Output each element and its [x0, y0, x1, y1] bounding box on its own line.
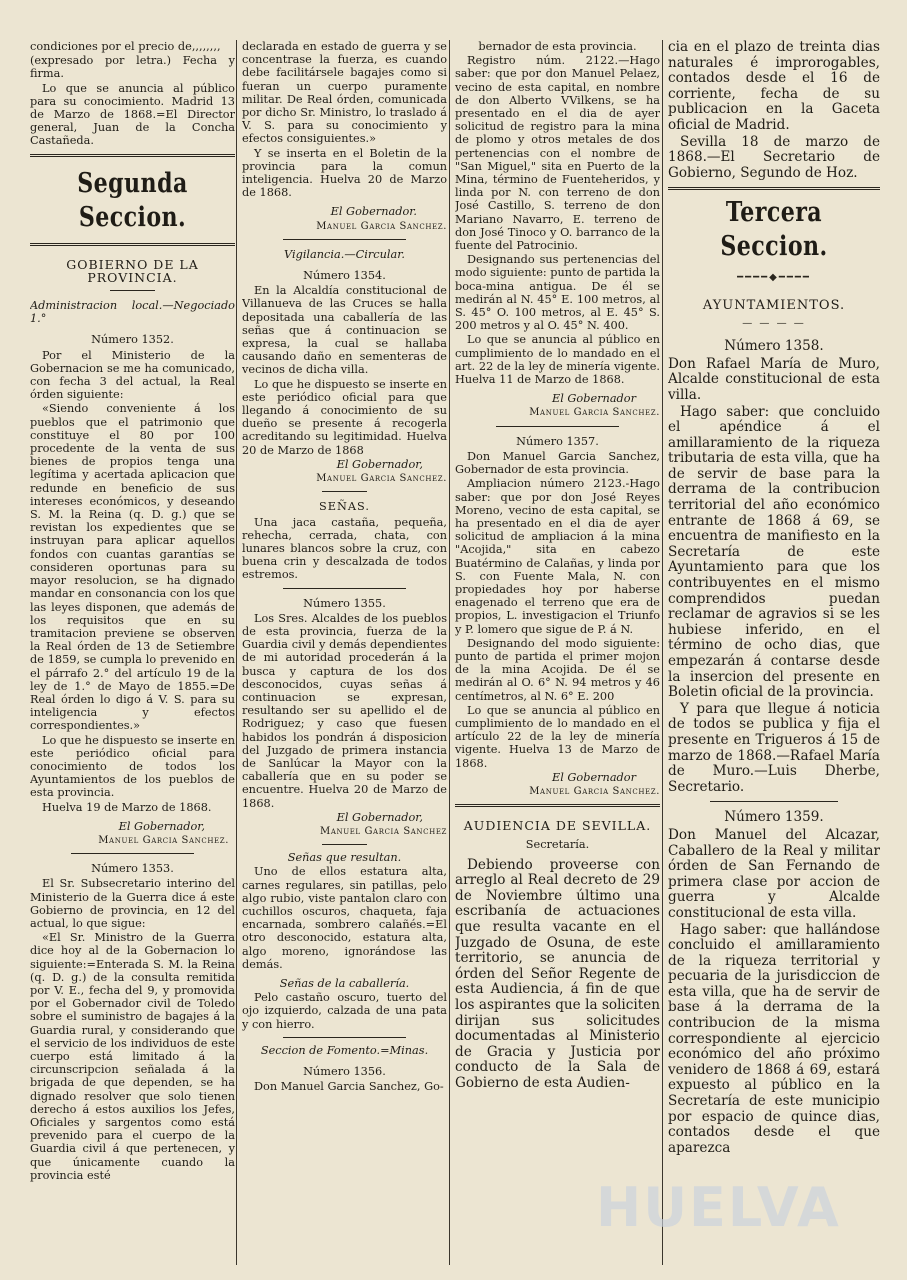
governor-name: Manuel Garcia Sanchez: [320, 825, 447, 837]
governor-name: Manuel Garcia Sanchez.: [529, 407, 660, 419]
senas-heading: SEÑAS.: [319, 500, 370, 514]
paragraph: Huelva 19 de Marzo de 1868.: [42, 800, 212, 814]
paragraph: Designando del modo siguiente: punto de partida el primer mojon de la mina Acojida. De él se medirán al O. 6° N. 94 metros y 46 centímetros, al N. 6° E. 200: [455, 636, 660, 703]
subheading: Vigilancia.—Circular.: [284, 247, 405, 261]
text-line: condiciones por el precio de,,,,,,,,: [30, 40, 221, 53]
divider: [71, 853, 194, 854]
column-rule: [662, 40, 663, 1265]
governor-title: El Gobernador,: [336, 810, 423, 824]
governor-title: El Gobernador,: [118, 819, 205, 833]
divider: [322, 844, 367, 845]
paragraph: Lo que se anuncia al público para su conocimiento. Madrid 13 de Marzo de 1868.=El Director general, Juan de la Concha Castañeda.: [30, 81, 235, 148]
section-divider: [455, 804, 660, 807]
section-divider: [30, 243, 235, 246]
divider: [283, 588, 406, 589]
subheading: Señas que resultan.: [287, 851, 402, 865]
section-divider: [30, 154, 235, 157]
column-1: [30, 40, 235, 1265]
subheading: Administracion local.—Negociado 1.°: [30, 299, 235, 326]
paragraph: Hago saber: que concluido el apéndice á el amillaramiento de la riqueza tributaria de esta villa, que ha de servir de base para la derrama de la contribucion territorial del año económico entrante de 1868 á 69, se encuentra de manifiesto en la Secretaría de este Ayuntamiento para que los contribuyentes en el mismo comprendidos puedan reclamar de agravios si se les hubiese inferido, en el término de ocho dias, que empezarán á contarse desde la insercion del presente en Boletin oficial de la provincia.: [668, 403, 880, 701]
governor-name: Manuel Garcia Sanchez.: [316, 220, 447, 232]
ornament-divider: — — — —: [742, 317, 806, 329]
paragraph: Sevilla 18 de marzo de 1868.—El Secretario de Gobierno, Segundo de Hoz.: [668, 133, 880, 181]
article-number: Número 1353.: [91, 862, 174, 876]
paragraph: Y se inserta en el Boletin de la provincia para la comun inteligencia. Huelva 20 de Marzo de 1868.: [242, 146, 447, 200]
paragraph: Ampliacion número 2123.-Hago saber: que por don José Reyes Moreno, vecino de esta capital, se ha presentado en el dia de ayer solicitud de ampliacion á la mina "Acojida," sita en cabezo Buatérmino de Calañas, y linda por S. con Fuente Mala, N. con propiedades hoy por haberse enagenado el terreno que era de propios, L. investigacion el Triunfo y P. lomero que sigue de P. á N.: [455, 477, 660, 636]
ayuntamientos-heading: AYUNTAMIENTOS.: [702, 297, 846, 313]
section-title: Segunda Seccion.: [77, 167, 188, 233]
paragraph: Por el Ministerio de la Gobernacion se me ha comunicado, con fecha 3 del actual, la Real órden siguiente:: [30, 348, 235, 402]
paragraph: Don Manuel del Alcazar, Caballero de la Real y militar órden de San Fernando de primera clase por accion de guerra y Alcalde constitucional de esta villa.: [668, 826, 880, 921]
column-4: [668, 40, 880, 1265]
divider: [322, 491, 367, 492]
article-number: Número 1354.: [303, 269, 386, 283]
paragraph: Uno de ellos estatura alta, carnes regulares, sin patillas, pelo algo rubio, viste pantalon claro con cuchillos oscuros, chaqueta, faja encarnada, sombrero calañés.=El otro desconocido, estatura alta, algo moreno, ignorándose las demás.: [242, 865, 447, 971]
paragraph: Los Sres. Alcaldes de los pueblos de esta provincia, fuerza de la Guardia civil y demás dependientes de mi autoridad procederán á la busca y captura de los dos desconocidos, cuyas señas á continuacion se expresan, resultando ser su apellido el de Rodriguez; y caso que fuesen habidos los pondrán á disposicion del Juzgado de primera instancia de Sanlúcar la Mayor con la caballería que en su poder se encuentre. Huelva 20 de Marzo de 1868.: [242, 611, 447, 810]
paragraph: Registro núm. 2122.—Hago saber: que por don Manuel Pelaez, vecino de esta capital, en nombre de don Alberto VVilkens, se ha presentado en el dia de ayer solicitud de registro para la mina de plomo y otros metales de dos pertenencias con el nombre de "San Miguel," sita en Puerto de la Mina, término de Fuenteheridos, y linda por N. con terreno de don José Castillo, S. terreno de don Mariano Navarro, E. terreno de don José Tinoco y O. barranco de la fuente del Patrocinio.: [455, 54, 660, 253]
paragraph: «Siendo conveniente á los pueblos que el patrimonio que constituye el 80 por 100 procedente de la venta de sus bienes de propios tenga una legítima y acertada aplicacion que redunde en beneficio de sus intereses económicos, y deseando S. M. la Reina (q. D. g.) que se revistan los expedientes que se instruyan para aplicar aquellos fondos con cuantas garantías se consideren oportunas para su mayor resolucion, se ha dignado mandar en consonancia con los que las leyes disponen, que además de los requisitos que en su tramitacion previene se observen la Real órden de 13 de Setiembre de 1859, se cumpla lo prevenido en el párrafo 2.° del artículo 19 de la ley de 1.° de Mayo de 1855.=De Real órden lo digo á V. S. para su inteligencia y efectos correspondientes.»: [30, 402, 235, 733]
paragraph: «El Sr. Ministro de la Guerra dice hoy al de la Gobernacion lo siguiente:=Enterada S. M. la Reina (q. D. g.) de la consulta remitida por V. E., fecha del 9, y promovida por el Gobernador civil de Toledo sobre el suministro de bagajes á la Guardia rural, y considerando que el servicio de los individuos de este cuerpo está limitado á la circunscripcion señalada á la brigada de que dependen, se ha dignado resolver que solo tienen derecho á estos auxilios los Jefes, Oficiales y sargentos como está prevenido para el cuerpo de la Guardia civil á que pertenecen, y que únicamente cuando la provincia esté: [30, 931, 235, 1182]
divider: [110, 290, 155, 291]
governor-title: El Gobernador,: [336, 457, 423, 471]
governor-name: Manuel Garcia Sanchez.: [316, 473, 447, 485]
paragraph: Y para que llegue á noticia de todos se publica y fija el presente en Trigueros á 15 de marzo de 1868.—Rafael María de Muro.—Luis Dherbe, Secretario.: [668, 700, 880, 795]
paragraph: Designando sus pertenencias del modo siguiente: punto de partida la boca-mina antigua. De él se medirán al N. 45° E. 100 metros, al S. 45° O. 100 metros, al E. 45° S. 200 metros y al O. 45° N. 400.: [455, 253, 660, 333]
divider: [710, 801, 837, 802]
divider: [496, 426, 619, 427]
governor-title: El Gobernador: [551, 770, 636, 784]
subheading: Seccion de Fomento.=Minas.: [260, 1043, 429, 1057]
article-number: Número 1357.: [516, 434, 599, 448]
divider: [283, 239, 406, 240]
paragraph: Lo que se anuncia al público en cumplimiento de lo mandado en el art. 22 de la ley de minería vigente. Huelva 11 de Marzo de 1868.: [455, 333, 660, 387]
section-divider: [668, 187, 880, 190]
column-3: [455, 40, 660, 1265]
paragraph: declarada en estado de guerra y se concentrase la fuerza, es cuando debe facilitársele bagajes como si fueran un cuerpo puramente militar. De Real órden, comunicada por dicho Sr. Ministro, lo traslado á V. S. para su conocimiento y efectos consiguientes.»: [242, 40, 447, 146]
governor-title: El Gobernador: [551, 392, 636, 406]
paragraph: Lo que se anuncia al público en cumplimiento de lo mandado en el artículo 22 de la ley de minería vigente. Huelva 13 de Marzo de 1868.: [455, 703, 660, 770]
column-rule: [236, 40, 237, 1265]
audiencia-heading: AUDIENCIA DE SEVILLA.: [463, 818, 652, 834]
watermark-logo: HUELVA: [596, 1176, 841, 1239]
paragraph: cia en el plazo de treinta dias naturales é improrogables, contados desde el 16 de corriente, fecha de su publicacion en la Gaceta oficial de Madrid.: [668, 40, 880, 133]
paragraph: Don Manuel Garcia Sanchez, Go-: [254, 1080, 444, 1094]
article-number: Número 1359.: [724, 809, 824, 826]
newspaper-page: [20, 40, 888, 1265]
text-line: bernador de esta provincia.: [478, 40, 637, 53]
section-title: Tercera Seccion.: [720, 197, 828, 263]
paragraph: Don Manuel Garcia Sanchez, Gobernador de esta provincia.: [455, 449, 660, 477]
governor-name: Manuel Garcia Sanchez.: [98, 834, 229, 846]
paragraph: Don Rafael María de Muro, Alcalde constitucional de esta villa.: [668, 355, 880, 403]
paragraph: Pelo castaño oscuro, tuerto del ojo izquierdo, calzada de una pata y con hierro.: [242, 991, 447, 1031]
governor-name: Manuel Garcia Sanchez.: [529, 785, 660, 797]
gobierno-heading: GOBIERNO DE LA PROVINCIA.: [66, 256, 199, 285]
paragraph: Una jaca castaña, pequeña, rehecha, cerrada, chata, con lunares blancos sobre la cruz, con buena crin y descalzada de todos estremos.: [242, 515, 447, 582]
article-number: Número 1356.: [303, 1065, 386, 1079]
divider: [283, 1037, 406, 1038]
paragraph: El Sr. Subsecretario interino del Ministerio de la Guerra dice á este Gobierno de provincia, en 12 del actual, lo que sigue:: [30, 877, 235, 930]
text-line: (expresado por letra.) Fecha y firma.: [30, 54, 235, 81]
article-number: Número 1358.: [724, 338, 824, 355]
subheading: Secretaría.: [525, 838, 590, 852]
paragraph: En la Alcaldía constitucional de Villanueva de las Cruces se halla depositada una caballería de las señas que á continuacion se expresa, la cual se hallaba causando daño en sementeras de vecinos de dicha villa.: [242, 284, 447, 377]
paragraph: Debiendo proveerse con arreglo al Real decreto de 29 de Noviembre último una escribanía de actuaciones que resulta vacante en el Juzgado de Osuna, de este territorio, se anuncia de órden del Señor Regente de esta Audiencia, á fin de que los aspirantes que la soliciten dirijan sus solicitudes documentadas al Ministerio de Gracia y Justicia por conducto de la Sala de Gobierno de esta Audien-: [455, 856, 660, 1091]
column-rule: [449, 40, 450, 1265]
paragraph: Hago saber: que hallándose concluido el amillaramiento de la riqueza territorial y pecuaria de la jurisdiccion de esta villa, que ha de servir de base á la derrama de la contribucion de la misma correspondiente al ejercicio económico del año próximo venidero de 1868 á 69, estará expuesto al público en la Secretaría de este municipio por espacio de quince dias, contados desde el que aparezca: [668, 921, 880, 1156]
governor-title: El Gobernador.: [330, 205, 417, 219]
subheading: Señas de la caballería.: [279, 977, 410, 990]
article-number: Número 1355.: [303, 596, 386, 610]
article-number: Número 1352.: [91, 333, 174, 347]
column-2: [242, 40, 447, 1265]
paragraph: Lo que he dispuesto se inserte en este periódico oficial para conocimiento de todos los Ayuntamientos de los pueblos de esta provincia.: [30, 733, 235, 800]
paragraph: Lo que he dispuesto se inserte en este periódico oficial para que llegando á conocimiento de su dueño se presente á recogerla acreditando su legitimidad. Huelva 20 de Marzo de 1868: [242, 377, 447, 457]
ornament-divider: ━━━━◆━━━━: [737, 272, 811, 284]
